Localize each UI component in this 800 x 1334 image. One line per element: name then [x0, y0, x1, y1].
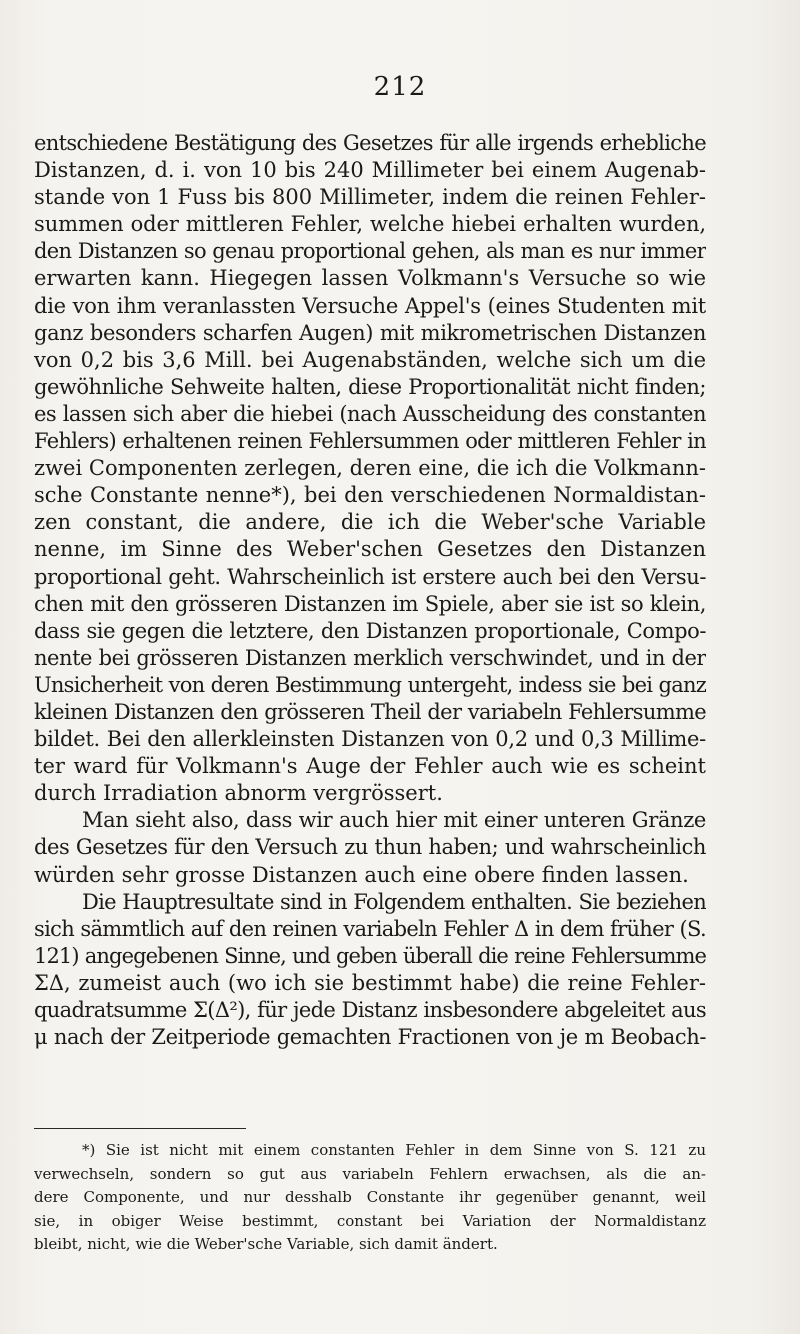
text-line: sche Constante nenne*), bei den verschiedenen Normaldistan- [34, 483, 706, 508]
text-line: quadratsumme Σ(Δ²), für jede Distanz insbesondere abgeleitet aus [34, 998, 706, 1022]
text-line: summen oder mittleren Fehler, welche hiebei erhalten wurden, [34, 212, 706, 237]
text-line: ΣΔ, zumeist auch (wo ich sie bestimmt habe) die reine Fehler- [34, 970, 706, 995]
text-line: Man sieht also, dass wir auch hier mit einer unteren Gränze [82, 808, 706, 833]
text-line: durch Irradiation abnorm vergrössert. [34, 781, 443, 806]
body-text [34, 130, 706, 1051]
text-line: Fehlers) erhaltenen reinen Fehlersummen oder mittleren Fehler in [34, 429, 706, 454]
text-line: sich sämmtlich auf den reinen variabeln Fehler Δ in dem früher (S. [34, 916, 706, 941]
text-line: die von ihm veranlassten Versuche Appel's (eines Studenten mit [34, 293, 706, 318]
text-line: chen mit den grösseren Distanzen im Spiele, aber sie ist so klein, [34, 591, 706, 616]
footnote-line: bleibt, nicht, wie die Weber'sche Variable, sich damit ändert. [34, 1235, 498, 1253]
footnote [34, 1139, 706, 1257]
footnote-divider [34, 1128, 246, 1129]
text-line: den Distanzen so genau proportional gehen, als man es nur immer [34, 239, 706, 264]
text-line: Unsicherheit von deren Bestimmung untergeht, indess sie bei ganz [34, 672, 706, 697]
text-line: kleinen Distanzen den grösseren Theil der variabeln Fehlersumme [34, 699, 706, 724]
footnote-line: dere Componente, und nur desshalb Constante ihr gegenüber genannt, weil [34, 1188, 706, 1206]
text-line: bildet. Bei den allerkleinsten Distanzen von 0,2 und 0,3 Millime- [34, 727, 706, 752]
text-line: würden sehr grosse Distanzen auch eine obere finden lassen. [34, 862, 689, 887]
text-line: gewöhnliche Sehweite halten, diese Proportionalität nicht finden; [34, 374, 706, 399]
text-line: Distanzen, d. i. von 10 bis 240 Millimeter bei einem Augenab- [34, 158, 706, 183]
page-number: 212 [373, 72, 427, 102]
text-line: zen constant, die andere, die ich die Weber'sche Variable [34, 510, 706, 535]
text-line: μ nach der Zeitperiode gemachten Fractionen von je m Beobach- [34, 1025, 706, 1050]
text-line: Die Hauptresultate sind in Folgendem enthalten. Sie beziehen [82, 889, 706, 914]
text-line: proportional geht. Wahrscheinlich ist erstere auch bei den Versu- [34, 564, 706, 589]
text-line: erwarten kann. Hiegegen lassen Volkmann's Versuche so wie [34, 266, 706, 291]
text-line: ter ward für Volkmann's Auge der Fehler auch wie es scheint [34, 754, 706, 779]
footnote-line: verwechseln, sondern so gut aus variabeln Fehlern erwachsen, als die an- [34, 1164, 706, 1183]
text-line: stande von 1 Fuss bis 800 Millimeter, indem die reinen Fehler- [34, 185, 706, 210]
text-line: zwei Componenten zerlegen, deren eine, die ich die Volkmann- [34, 456, 706, 481]
text-line: von 0,2 bis 3,6 Mill. bei Augenabständen, welche sich um die [34, 347, 706, 372]
text-line: 121) angegebenen Sinne, und geben überall die reine Fehlersumme [34, 943, 706, 968]
text-line: dass sie gegen die letztere, den Distanzen proportionale, Compo- [34, 618, 706, 643]
text-line: nente bei grösseren Distanzen merklich verschwindet, und in der [34, 645, 706, 670]
text-line: es lassen sich aber die hiebei (nach Ausscheidung des constanten [34, 401, 706, 426]
text-line: des Gesetzes für den Versuch zu thun haben; und wahrscheinlich [34, 835, 706, 860]
text-line: ganz besonders scharfen Augen) mit mikrometrischen Distanzen [34, 320, 706, 345]
footnote-line: *) Sie ist nicht mit einem constanten Fehler in dem Sinne von S. 121 zu [82, 1141, 706, 1159]
text-line: entschiedene Bestätigung des Gesetzes für alle irgends erhebliche [34, 131, 706, 155]
footnote-line: sie, in obiger Weise bestimmt, constant bei Variation der Normaldistanz [34, 1211, 706, 1230]
text-line: nenne, im Sinne des Weber'schen Gesetzes den Distanzen [34, 537, 706, 562]
